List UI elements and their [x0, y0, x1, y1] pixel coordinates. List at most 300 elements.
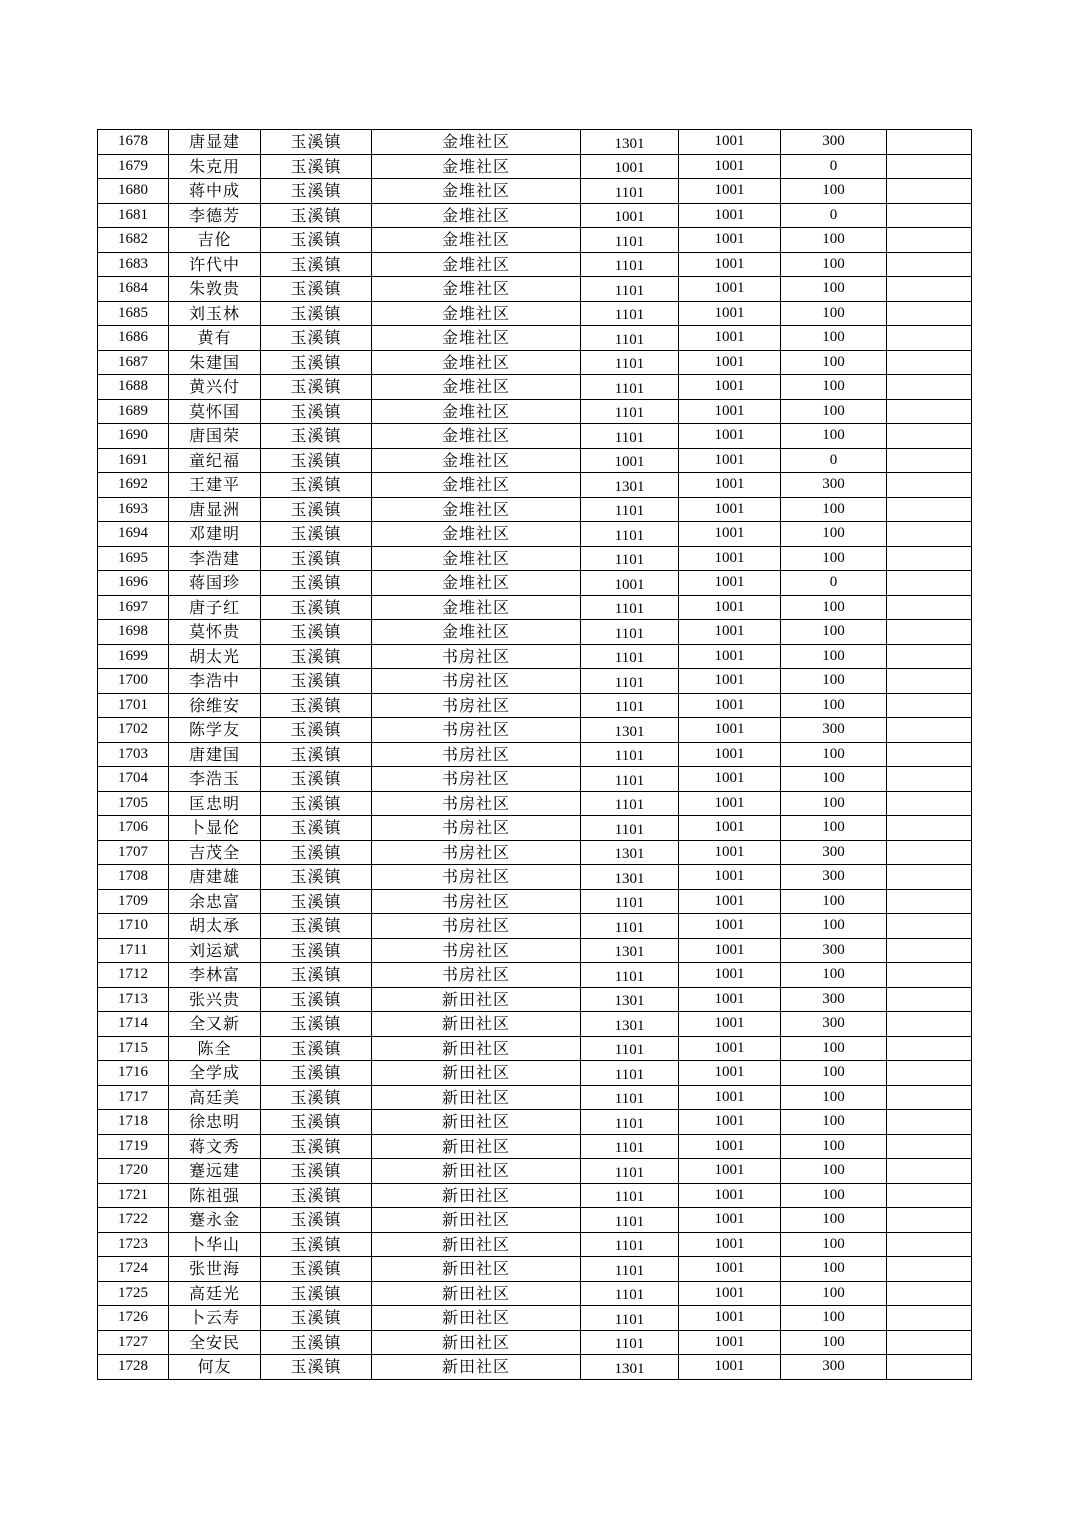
- amount-cell: 100: [781, 816, 887, 841]
- table-row: [98, 448, 972, 473]
- code-cell: 1101: [581, 424, 679, 449]
- table-row: [98, 1183, 972, 1208]
- table-body: [98, 130, 972, 1380]
- town-cell: 玉溪镇: [261, 571, 372, 596]
- code2-cell: 1001: [679, 595, 781, 620]
- amount-cell: 300: [781, 987, 887, 1012]
- table-row: [98, 1110, 972, 1135]
- community-cell: 书房社区: [372, 889, 581, 914]
- name-cell: 张兴贵: [169, 987, 261, 1012]
- name-cell: 邓建明: [169, 522, 261, 547]
- name-cell: 童纪福: [169, 448, 261, 473]
- name-cell: 莫怀国: [169, 399, 261, 424]
- name-cell: 李林富: [169, 963, 261, 988]
- community-cell: 书房社区: [372, 865, 581, 890]
- code2-cell: 1001: [679, 1036, 781, 1061]
- serial-cell: 1703: [98, 742, 169, 767]
- serial-cell: 1688: [98, 375, 169, 400]
- code-cell: 1101: [581, 1306, 679, 1331]
- remark-cell: [887, 326, 972, 351]
- community-cell: 金堆社区: [372, 375, 581, 400]
- community-cell: 金堆社区: [372, 424, 581, 449]
- town-cell: 玉溪镇: [261, 399, 372, 424]
- code2-cell: 1001: [679, 914, 781, 939]
- amount-cell: 0: [781, 571, 887, 596]
- remark-cell: [887, 399, 972, 424]
- town-cell: 玉溪镇: [261, 1232, 372, 1257]
- serial-cell: 1678: [98, 130, 169, 155]
- town-cell: 玉溪镇: [261, 595, 372, 620]
- name-cell: 卜云寿: [169, 1306, 261, 1331]
- community-cell: 新田社区: [372, 1355, 581, 1380]
- town-cell: 玉溪镇: [261, 767, 372, 792]
- code2-cell: 1001: [679, 1085, 781, 1110]
- table-row: [98, 375, 972, 400]
- amount-cell: 100: [781, 1208, 887, 1233]
- amount-cell: 100: [781, 1232, 887, 1257]
- code2-cell: 1001: [679, 987, 781, 1012]
- town-cell: 玉溪镇: [261, 1281, 372, 1306]
- name-cell: 徐维安: [169, 693, 261, 718]
- remark-cell: [887, 203, 972, 228]
- amount-cell: 300: [781, 1012, 887, 1037]
- name-cell: 余忠富: [169, 889, 261, 914]
- amount-cell: 300: [781, 473, 887, 498]
- amount-cell: 0: [781, 203, 887, 228]
- community-cell: 金堆社区: [372, 350, 581, 375]
- remark-cell: [887, 693, 972, 718]
- amount-cell: 100: [781, 326, 887, 351]
- amount-cell: 100: [781, 301, 887, 326]
- town-cell: 玉溪镇: [261, 1110, 372, 1135]
- name-cell: 陈学友: [169, 718, 261, 743]
- code2-cell: 1001: [679, 1306, 781, 1331]
- table-row: [98, 497, 972, 522]
- name-cell: 蒋国珍: [169, 571, 261, 596]
- name-cell: 何友: [169, 1355, 261, 1380]
- code2-cell: 1001: [679, 865, 781, 890]
- town-cell: 玉溪镇: [261, 742, 372, 767]
- table-row: [98, 644, 972, 669]
- community-cell: 金堆社区: [372, 497, 581, 522]
- remark-cell: [887, 252, 972, 277]
- code2-cell: 1001: [679, 963, 781, 988]
- name-cell: 唐子红: [169, 595, 261, 620]
- remark-cell: [887, 620, 972, 645]
- code-cell: 1301: [581, 473, 679, 498]
- code-cell: 1101: [581, 546, 679, 571]
- code-cell: 1101: [581, 1257, 679, 1282]
- town-cell: 玉溪镇: [261, 546, 372, 571]
- code-cell: 1101: [581, 595, 679, 620]
- remark-cell: [887, 1012, 972, 1037]
- community-cell: 新田社区: [372, 1036, 581, 1061]
- remark-cell: [887, 938, 972, 963]
- serial-cell: 1720: [98, 1159, 169, 1184]
- table-row: [98, 938, 972, 963]
- serial-cell: 1711: [98, 938, 169, 963]
- serial-cell: 1719: [98, 1134, 169, 1159]
- amount-cell: 100: [781, 1085, 887, 1110]
- serial-cell: 1721: [98, 1183, 169, 1208]
- code2-cell: 1001: [679, 228, 781, 253]
- remark-cell: [887, 963, 972, 988]
- amount-cell: 300: [781, 865, 887, 890]
- remark-cell: [887, 1257, 972, 1282]
- code2-cell: 1001: [679, 301, 781, 326]
- code-cell: 1101: [581, 791, 679, 816]
- code2-cell: 1001: [679, 252, 781, 277]
- remark-cell: [887, 816, 972, 841]
- code-cell: 1301: [581, 865, 679, 890]
- serial-cell: 1713: [98, 987, 169, 1012]
- serial-cell: 1704: [98, 767, 169, 792]
- table-row: [98, 154, 972, 179]
- code2-cell: 1001: [679, 1061, 781, 1086]
- table-row: [98, 1061, 972, 1086]
- name-cell: 高廷美: [169, 1085, 261, 1110]
- amount-cell: 100: [781, 1183, 887, 1208]
- town-cell: 玉溪镇: [261, 865, 372, 890]
- amount-cell: 100: [781, 1061, 887, 1086]
- code2-cell: 1001: [679, 791, 781, 816]
- community-cell: 新田社区: [372, 1232, 581, 1257]
- remark-cell: [887, 228, 972, 253]
- remark-cell: [887, 1134, 972, 1159]
- community-cell: 新田社区: [372, 1208, 581, 1233]
- remark-cell: [887, 1281, 972, 1306]
- table-row: [98, 277, 972, 302]
- code2-cell: 1001: [679, 889, 781, 914]
- serial-cell: 1710: [98, 914, 169, 939]
- serial-cell: 1714: [98, 1012, 169, 1037]
- community-cell: 书房社区: [372, 669, 581, 694]
- serial-cell: 1698: [98, 620, 169, 645]
- remark-cell: [887, 375, 972, 400]
- town-cell: 玉溪镇: [261, 301, 372, 326]
- remark-cell: [887, 742, 972, 767]
- town-cell: 玉溪镇: [261, 620, 372, 645]
- name-cell: 唐建国: [169, 742, 261, 767]
- table-row: [98, 816, 972, 841]
- code2-cell: 1001: [679, 767, 781, 792]
- amount-cell: 100: [781, 767, 887, 792]
- code2-cell: 1001: [679, 130, 781, 155]
- table-row: [98, 571, 972, 596]
- community-cell: 金堆社区: [372, 522, 581, 547]
- code-cell: 1101: [581, 228, 679, 253]
- town-cell: 玉溪镇: [261, 424, 372, 449]
- code2-cell: 1001: [679, 938, 781, 963]
- name-cell: 李浩玉: [169, 767, 261, 792]
- community-cell: 新田社区: [372, 1257, 581, 1282]
- remark-cell: [887, 669, 972, 694]
- name-cell: 胡太承: [169, 914, 261, 939]
- code-cell: 1301: [581, 987, 679, 1012]
- community-cell: 书房社区: [372, 718, 581, 743]
- town-cell: 玉溪镇: [261, 914, 372, 939]
- table-row: [98, 1036, 972, 1061]
- table-row: [98, 1159, 972, 1184]
- remark-cell: [887, 571, 972, 596]
- code-cell: 1101: [581, 1134, 679, 1159]
- town-cell: 玉溪镇: [261, 228, 372, 253]
- town-cell: 玉溪镇: [261, 816, 372, 841]
- community-cell: 金堆社区: [372, 203, 581, 228]
- serial-cell: 1684: [98, 277, 169, 302]
- community-cell: 金堆社区: [372, 595, 581, 620]
- name-cell: 唐显洲: [169, 497, 261, 522]
- code2-cell: 1001: [679, 399, 781, 424]
- name-cell: 朱敦贵: [169, 277, 261, 302]
- town-cell: 玉溪镇: [261, 1134, 372, 1159]
- amount-cell: 100: [781, 375, 887, 400]
- remark-cell: [887, 473, 972, 498]
- town-cell: 玉溪镇: [261, 669, 372, 694]
- name-cell: 高廷光: [169, 1281, 261, 1306]
- remark-cell: [887, 595, 972, 620]
- records-table: [97, 129, 972, 1380]
- serial-cell: 1681: [98, 203, 169, 228]
- code-cell: 1001: [581, 448, 679, 473]
- town-cell: 玉溪镇: [261, 522, 372, 547]
- code2-cell: 1001: [679, 522, 781, 547]
- amount-cell: 100: [781, 1036, 887, 1061]
- code2-cell: 1001: [679, 424, 781, 449]
- remark-cell: [887, 497, 972, 522]
- table-row: [98, 889, 972, 914]
- serial-cell: 1692: [98, 473, 169, 498]
- code2-cell: 1001: [679, 1208, 781, 1233]
- code2-cell: 1001: [679, 1134, 781, 1159]
- code2-cell: 1001: [679, 203, 781, 228]
- community-cell: 金堆社区: [372, 571, 581, 596]
- town-cell: 玉溪镇: [261, 963, 372, 988]
- table-row: [98, 424, 972, 449]
- town-cell: 玉溪镇: [261, 326, 372, 351]
- serial-cell: 1691: [98, 448, 169, 473]
- serial-cell: 1712: [98, 963, 169, 988]
- remark-cell: [887, 179, 972, 204]
- serial-cell: 1697: [98, 595, 169, 620]
- code2-cell: 1001: [679, 1355, 781, 1380]
- amount-cell: 100: [781, 228, 887, 253]
- remark-cell: [887, 987, 972, 1012]
- name-cell: 匡忠明: [169, 791, 261, 816]
- community-cell: 书房社区: [372, 840, 581, 865]
- table-row: [98, 791, 972, 816]
- code-cell: 1101: [581, 816, 679, 841]
- amount-cell: 100: [781, 497, 887, 522]
- town-cell: 玉溪镇: [261, 497, 372, 522]
- community-cell: 金堆社区: [372, 546, 581, 571]
- code-cell: 1301: [581, 1355, 679, 1380]
- name-cell: 黄兴付: [169, 375, 261, 400]
- amount-cell: 100: [781, 1134, 887, 1159]
- table-row: [98, 1232, 972, 1257]
- code-cell: 1301: [581, 130, 679, 155]
- table-row: [98, 522, 972, 547]
- table-row: [98, 1330, 972, 1355]
- code-cell: 1301: [581, 1012, 679, 1037]
- name-cell: 李浩建: [169, 546, 261, 571]
- code2-cell: 1001: [679, 1257, 781, 1282]
- code2-cell: 1001: [679, 816, 781, 841]
- serial-cell: 1726: [98, 1306, 169, 1331]
- code2-cell: 1001: [679, 1232, 781, 1257]
- name-cell: 卜显伦: [169, 816, 261, 841]
- code-cell: 1101: [581, 693, 679, 718]
- amount-cell: 100: [781, 693, 887, 718]
- community-cell: 新田社区: [372, 1110, 581, 1135]
- community-cell: 书房社区: [372, 791, 581, 816]
- code-cell: 1101: [581, 399, 679, 424]
- name-cell: 胡太光: [169, 644, 261, 669]
- code2-cell: 1001: [679, 326, 781, 351]
- remark-cell: [887, 154, 972, 179]
- remark-cell: [887, 791, 972, 816]
- code-cell: 1001: [581, 571, 679, 596]
- serial-cell: 1701: [98, 693, 169, 718]
- town-cell: 玉溪镇: [261, 130, 372, 155]
- table-row: [98, 1257, 972, 1282]
- code-cell: 1101: [581, 889, 679, 914]
- name-cell: 刘运斌: [169, 938, 261, 963]
- town-cell: 玉溪镇: [261, 1085, 372, 1110]
- code2-cell: 1001: [679, 1110, 781, 1135]
- town-cell: 玉溪镇: [261, 938, 372, 963]
- code-cell: 1101: [581, 669, 679, 694]
- town-cell: 玉溪镇: [261, 375, 372, 400]
- table-row: [98, 1306, 972, 1331]
- code-cell: 1101: [581, 1232, 679, 1257]
- community-cell: 书房社区: [372, 816, 581, 841]
- amount-cell: 100: [781, 522, 887, 547]
- code-cell: 1101: [581, 179, 679, 204]
- serial-cell: 1718: [98, 1110, 169, 1135]
- code-cell: 1101: [581, 1208, 679, 1233]
- table-row: [98, 620, 972, 645]
- town-cell: 玉溪镇: [261, 277, 372, 302]
- town-cell: 玉溪镇: [261, 644, 372, 669]
- community-cell: 书房社区: [372, 644, 581, 669]
- remark-cell: [887, 1061, 972, 1086]
- community-cell: 书房社区: [372, 938, 581, 963]
- name-cell: 唐显建: [169, 130, 261, 155]
- community-cell: 新田社区: [372, 1061, 581, 1086]
- amount-cell: 100: [781, 424, 887, 449]
- town-cell: 玉溪镇: [261, 1159, 372, 1184]
- name-cell: 吉茂全: [169, 840, 261, 865]
- code-cell: 1001: [581, 154, 679, 179]
- town-cell: 玉溪镇: [261, 1257, 372, 1282]
- community-cell: 金堆社区: [372, 620, 581, 645]
- community-cell: 金堆社区: [372, 301, 581, 326]
- remark-cell: [887, 1355, 972, 1380]
- name-cell: 王建平: [169, 473, 261, 498]
- table-row: [98, 718, 972, 743]
- table-row: [98, 1281, 972, 1306]
- name-cell: 全安民: [169, 1330, 261, 1355]
- amount-cell: 100: [781, 179, 887, 204]
- remark-cell: [887, 767, 972, 792]
- town-cell: 玉溪镇: [261, 1330, 372, 1355]
- serial-cell: 1686: [98, 326, 169, 351]
- amount-cell: 0: [781, 154, 887, 179]
- name-cell: 李浩中: [169, 669, 261, 694]
- code2-cell: 1001: [679, 375, 781, 400]
- code-cell: 1101: [581, 620, 679, 645]
- amount-cell: 0: [781, 448, 887, 473]
- community-cell: 新田社区: [372, 1183, 581, 1208]
- code-cell: 1101: [581, 1281, 679, 1306]
- amount-cell: 100: [781, 669, 887, 694]
- code-cell: 1101: [581, 375, 679, 400]
- table-row: [98, 865, 972, 890]
- amount-cell: 100: [781, 546, 887, 571]
- serial-cell: 1694: [98, 522, 169, 547]
- remark-cell: [887, 1183, 972, 1208]
- community-cell: 新田社区: [372, 1134, 581, 1159]
- community-cell: 新田社区: [372, 1306, 581, 1331]
- remark-cell: [887, 1232, 972, 1257]
- community-cell: 新田社区: [372, 987, 581, 1012]
- town-cell: 玉溪镇: [261, 203, 372, 228]
- serial-cell: 1700: [98, 669, 169, 694]
- code2-cell: 1001: [679, 571, 781, 596]
- remark-cell: [887, 718, 972, 743]
- town-cell: 玉溪镇: [261, 252, 372, 277]
- serial-cell: 1685: [98, 301, 169, 326]
- community-cell: 金堆社区: [372, 179, 581, 204]
- remark-cell: [887, 1036, 972, 1061]
- community-cell: 金堆社区: [372, 473, 581, 498]
- code-cell: 1101: [581, 277, 679, 302]
- code-cell: 1301: [581, 840, 679, 865]
- table-row: [98, 179, 972, 204]
- remark-cell: [887, 1330, 972, 1355]
- code2-cell: 1001: [679, 179, 781, 204]
- code2-cell: 1001: [679, 1330, 781, 1355]
- serial-cell: 1715: [98, 1036, 169, 1061]
- remark-cell: [887, 914, 972, 939]
- table-row: [98, 669, 972, 694]
- serial-cell: 1705: [98, 791, 169, 816]
- table-row: [98, 742, 972, 767]
- community-cell: 新田社区: [372, 1159, 581, 1184]
- name-cell: 李德芳: [169, 203, 261, 228]
- table-row: [98, 350, 972, 375]
- name-cell: 吉伦: [169, 228, 261, 253]
- amount-cell: 100: [781, 277, 887, 302]
- amount-cell: 100: [781, 399, 887, 424]
- code2-cell: 1001: [679, 1159, 781, 1184]
- name-cell: 全又新: [169, 1012, 261, 1037]
- code-cell: 1101: [581, 767, 679, 792]
- amount-cell: 100: [781, 914, 887, 939]
- serial-cell: 1717: [98, 1085, 169, 1110]
- code-cell: 1101: [581, 1159, 679, 1184]
- code2-cell: 1001: [679, 1281, 781, 1306]
- amount-cell: 100: [781, 963, 887, 988]
- code2-cell: 1001: [679, 620, 781, 645]
- table-row: [98, 1355, 972, 1380]
- code2-cell: 1001: [679, 693, 781, 718]
- name-cell: 莫怀贵: [169, 620, 261, 645]
- community-cell: 金堆社区: [372, 130, 581, 155]
- serial-cell: 1716: [98, 1061, 169, 1086]
- community-cell: 金堆社区: [372, 154, 581, 179]
